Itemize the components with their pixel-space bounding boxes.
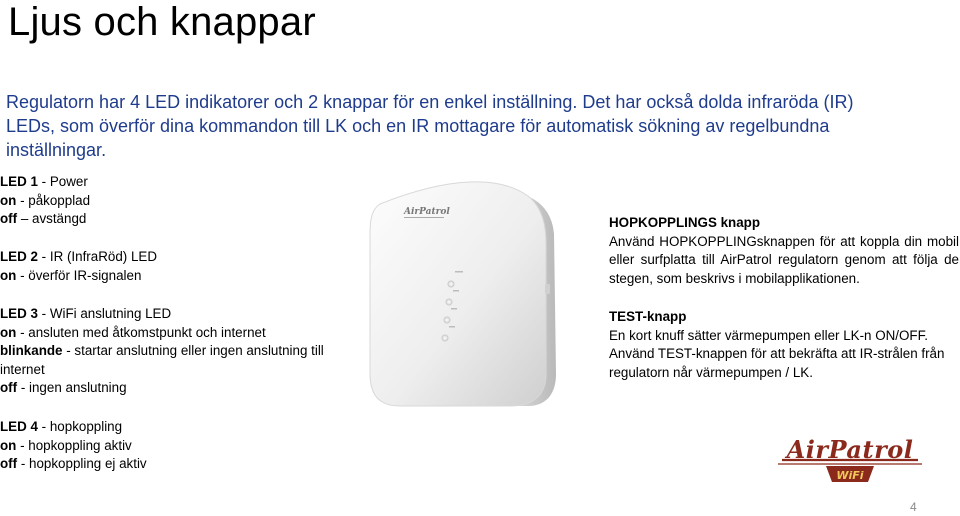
pairing-heading: HOPKOPPLINGS knapp [609,215,761,230]
test-heading: TEST-knapp [609,309,687,324]
led1-on-label: on [0,192,17,208]
led3-blink [0,342,324,361]
pairing-text: Använd HOPKOPPLINGsknappen för att koppla din mobil eller surfplatta till AirPatrol regulatorn genom att följa de stegen, som beskrivs i mobilapplikationen. [609,233,959,286]
airpatrol-logo [776,436,924,496]
led3-blink-cont: internet [0,361,45,377]
led3-blink-label: blinkande [0,343,63,359]
led4-marking [449,326,455,328]
led1-title: LED 1 [0,174,38,189]
led4-off [0,455,147,474]
led3-on [0,324,324,343]
led1-off-label: off [0,211,18,227]
led2-section [0,248,157,285]
led3-off-label: off [0,380,18,396]
side-button-icon [545,284,550,294]
led4-heading [0,418,147,437]
logo-wifi: WiFi [836,469,864,482]
device-body [370,182,546,406]
led4-on [0,437,147,456]
test-text: En kort knuff sätter värmepumpen eller LK-n ON/OFF. Använd TEST-knappen för att bekräfta att IR-strålen från regulatorn når värmepumpen / LK. [609,327,945,380]
led3-icon [444,317,450,323]
led2-marking [453,290,459,292]
led3-off [0,379,324,398]
led1-heading [0,173,90,192]
led1-marking [455,271,463,273]
led4-off-text: - hopkoppling ej aktiv [17,456,147,472]
led3-section [0,305,324,398]
page-title: Ljus och knappar [8,0,316,44]
led4-on-text: - hopkoppling aktiv [16,437,132,453]
led1-desc: - Power [37,174,88,189]
page-number: 4 [910,500,917,514]
led2-title: LED 2 [0,249,38,264]
led4-on-label: on [0,437,17,453]
airpatrol-logo-icon [776,436,924,496]
led2-on-label: on [0,267,17,283]
device-illustration [360,174,560,410]
led2-icon [446,299,452,305]
led2-heading [0,248,157,267]
led1-on-text: - påkopplad [16,192,91,208]
pairing-button-section [609,214,959,288]
led3-marking [451,308,457,310]
led3-off-text: - ingen anslutning [17,380,127,396]
led3-blink-text-1: - startar anslutning eller ingen anslutning till [62,343,324,359]
led1-off-text: – avstängd [17,211,87,227]
led4-off-label: off [0,456,18,472]
led2-desc: - IR (InfraRöd) LED [37,249,158,264]
led4-title: LED 4 [0,419,38,434]
led4-desc: - hopkoppling [37,419,123,434]
test-button-section [609,308,959,382]
led2-on-text: - överför IR-signalen [16,267,142,283]
intro-text: Regulatorn har 4 LED indikatorer och 2 knappar för en enkel inställning. Det har också dolda infraröda (IR) LEDs, som överför dina kommandon till LK och en IR mottagare för automatisk sökning av regelbundna inställningar. [6,92,854,160]
device-image [360,174,560,410]
led1-on [0,192,90,211]
led1-off [0,210,90,229]
logo-text: AirPatrol [786,436,914,464]
led3-heading [0,305,324,324]
led3-title: LED 3 [0,306,38,321]
device-logo-underline [404,217,444,218]
led1-icon [448,281,454,287]
led4-section [0,418,147,474]
led2-on [0,267,157,286]
led1-section [0,173,90,229]
led4-icon [442,335,448,341]
led3-on-label: on [0,324,17,340]
device-logo: AirPatrol [404,207,450,217]
led3-desc: - WiFi anslutning LED [37,306,172,321]
led3-on-text: - ansluten med åtkomstpunkt och internet [16,324,266,340]
